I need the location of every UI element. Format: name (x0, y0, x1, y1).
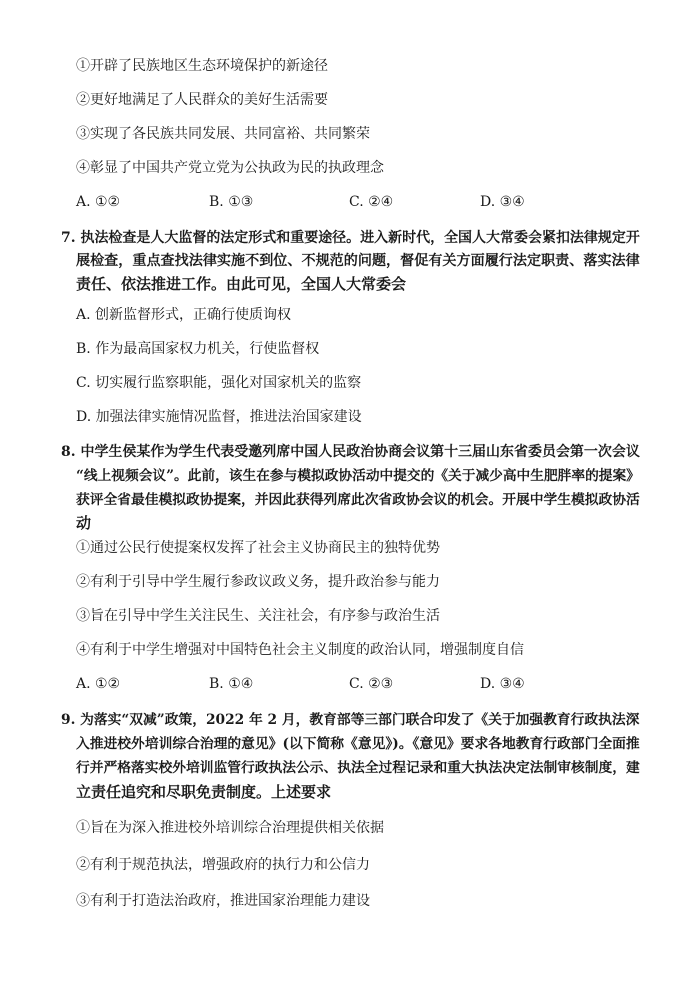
q7-stem-line-3: 责任、依法推进工作。由此可见，全国人大常委会 (76, 275, 407, 293)
q8-stem-line-4: 动 (76, 514, 92, 532)
q8-option-a: A. ①② (76, 676, 121, 692)
q7-option-a: A. 创新监督形式，正确行使质询权 (76, 307, 292, 323)
q8-option-b: B. ①④ (209, 676, 254, 692)
q9-statement-1: ①旨在为深入推进校外培训综合治理提供相关依据 (76, 820, 384, 836)
q8-stem-line-3: 获评全省最佳模拟政协提案，并因此获得列席此次省政协会议的机会。开展中学生模拟政协活 (76, 492, 640, 508)
q8-option-c: C. ②③ (349, 676, 394, 692)
q8-statement-1: ①通过公民行使提案权发挥了社会主义协商民主的独特优势 (76, 540, 440, 556)
q6-statement-4: ④彰显了中国共产党立党为公执政为民的执政理念 (76, 160, 384, 176)
q8-statement-4: ④有利于中学生增强对中国特色社会主义制度的政治认同，增强制度自信 (76, 642, 524, 658)
q9-statement-2: ②有利于规范执法，增强政府的执行力和公信力 (76, 857, 370, 873)
q9-stem-line-2: 入推进校外培训综合治理的意见》(以下简称《意见》)。《意见》要求各地教育行政部门全面推 (76, 736, 640, 752)
q8-stem-line-1: 8. 中学生侯某作为学生代表受邀列席中国人民政治协商会议第十三届山东省委员会第一次会议 (61, 444, 640, 460)
q7-option-d: D. 加强法律实施情况监督，推进法治国家建设 (76, 409, 362, 425)
q9-stem-line-4: 立责任追究和尽职免责制度。上述要求 (76, 783, 332, 801)
q8-stem-line-2: “线上视频会议”。此前，该生在参与模拟政协活动中提交的《关于减少高中生肥胖率的提案》 (76, 468, 640, 484)
q8-statement-3: ③旨在引导中学生关注民生、关注社会，有序参与政治生活 (76, 608, 440, 624)
q6-option-b: B. ①③ (209, 194, 254, 210)
q7-option-c: C. 切实履行监察职能，强化对国家机关的监察 (76, 375, 362, 391)
q8-option-d: D. ③④ (480, 676, 525, 692)
q6-statement-3: ③实现了各民族共同发展、共同富裕、共同繁荣 (76, 126, 370, 142)
q9-stem-line-3: 行并严格落实校外培训监管行政执法公示、执法全过程记录和重大执法决定法制审核制度，建 (76, 760, 640, 776)
q8-statement-2: ②有利于引导中学生履行参政议政义务，提升政治参与能力 (76, 574, 440, 590)
q6-option-a: A. ①② (76, 194, 121, 210)
q9-stem-line-1: 9. 为落实“双减”政策，2022 年 2 月，教育部等三部门联合印发了《关于加强教育行政执法深 (61, 712, 640, 728)
q6-statement-1: ①开辟了民族地区生态环境保护的新途径 (76, 58, 328, 74)
q6-statement-2: ②更好地满足了人民群众的美好生活需要 (76, 92, 328, 108)
q6-option-c: C. ②④ (349, 194, 394, 210)
q7-stem-line-2: 展检查，重点查找法律实施不到位、不规范的问题，督促有关方面履行法定职责、落实法律 (76, 253, 640, 269)
q6-option-d: D. ③④ (480, 194, 525, 210)
q9-statement-3: ③有利于打造法治政府，推进国家治理能力建设 (76, 893, 370, 909)
q7-option-b: B. 作为最高国家权力机关，行使监督权 (76, 341, 320, 357)
q7-stem-line-1: 7. 执法检查是人大监督的法定形式和重要途径。进入新时代，全国人大常委会紧扣法律规定开 (61, 230, 640, 246)
